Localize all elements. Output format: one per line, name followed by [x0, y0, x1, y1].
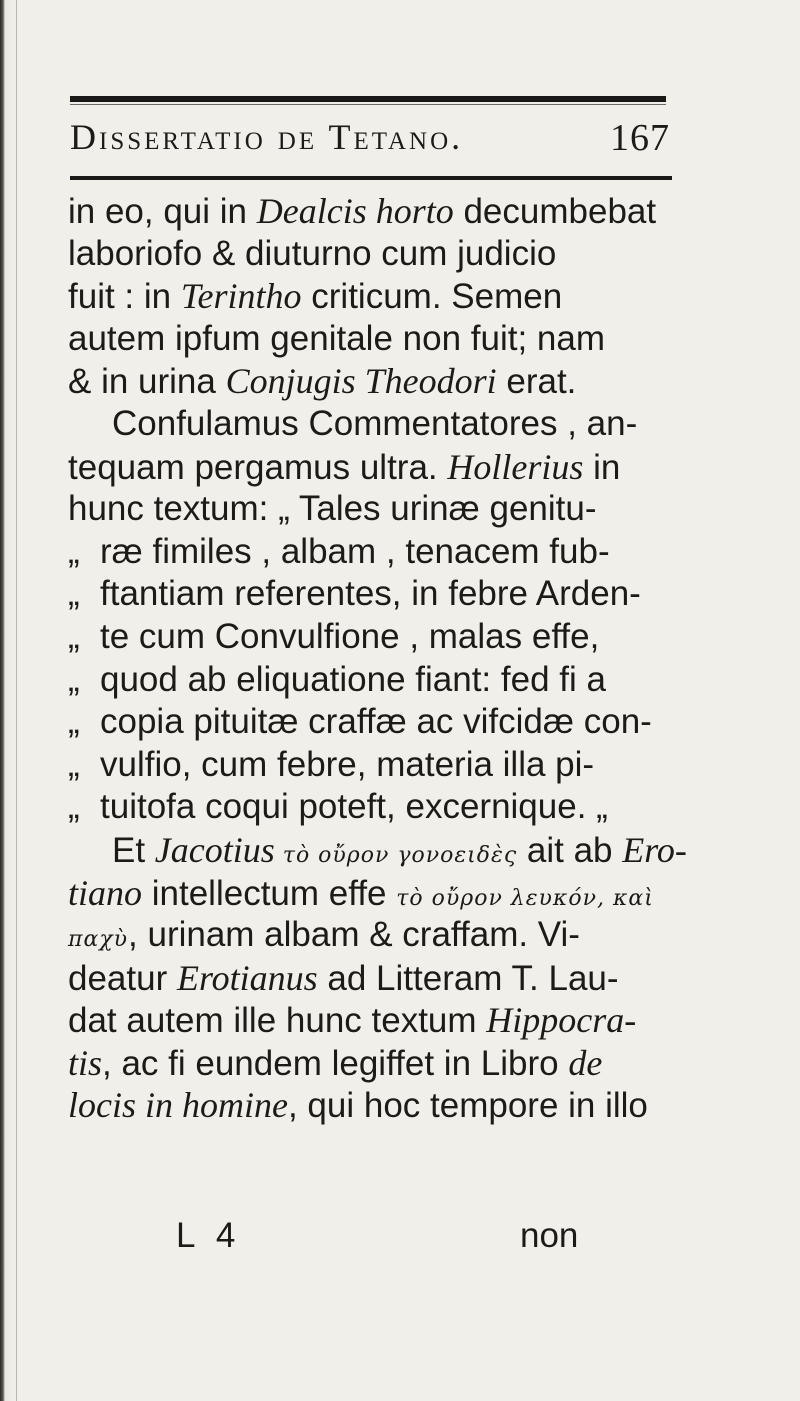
catchword: non: [520, 1216, 579, 1255]
quote-mark: „: [68, 574, 80, 614]
text-line: Confulamus Commentatores , an-: [112, 403, 638, 443]
signature-mark: L 4: [176, 1216, 242, 1255]
text-line: „ ræ fimiles , albam , tenacem fub-: [68, 531, 688, 574]
text-line: Et Jacotius τὸ οὔρον γονοειδὲς ait ab Ero-: [112, 829, 687, 870]
text-line: fuit : in Terintho criticum. Semen: [68, 276, 563, 317]
running-title: Dissertatio de Tetano.: [70, 117, 464, 157]
quote-mark: „: [68, 744, 80, 784]
text-line: „ copia pituitæ craffæ ac vifcidæ con-: [68, 701, 688, 744]
greek-phrase: τὸ οὔρον λευκόν, καὶ: [396, 885, 654, 911]
greek-phrase: παχὺ: [68, 927, 129, 953]
page-number: 167: [610, 117, 670, 159]
header-underline-rule: [70, 176, 672, 180]
text-line: „ tuitofa coqui poteft, excernique. „: [68, 786, 688, 829]
top-ornamental-rule: [70, 96, 666, 102]
text-line: laboriofo & diuturno cum judicio: [68, 233, 557, 273]
text-line: „ ftantiam referentes, in febre Arden-: [68, 573, 688, 616]
quote-mark: „: [68, 702, 80, 742]
running-head: [70, 116, 670, 166]
body-text: [68, 190, 688, 1127]
text-line: & in urina Conjugis Theodori erat.: [68, 361, 577, 402]
text-line: tiano intellectum effe τὸ οὔρον λευκόν, καὶ: [68, 872, 654, 913]
text-line: deatur Erotianus ad Litteram T. Lau-: [68, 957, 619, 998]
quote-mark: „: [68, 531, 80, 571]
text-line: in eo, qui in Dealcis horto decumbebat: [68, 191, 657, 231]
page-gutter-line: [16, 0, 17, 1401]
greek-phrase: τὸ οὔρον γονοειδὲς: [274, 842, 518, 868]
text-line: „ vulfio, cum febre, materia illa pi-: [68, 744, 688, 787]
text-line: tis, ac fi eundem legiffet in Libro de: [68, 1042, 603, 1083]
quote-mark: „: [68, 616, 80, 656]
text-line: dat autem ille hunc textum Hippocra-: [68, 1000, 637, 1041]
quote-mark: „: [68, 659, 80, 699]
quote-mark: „: [68, 787, 80, 827]
text-line: autem ipfum genitale non fuit; nam: [68, 318, 605, 358]
book-spine-shadow: [0, 0, 14, 1401]
text-line: παχὺ, urinam albam & craffam. Vi-: [68, 915, 580, 955]
text-line: hunc textum: „ Tales urinæ genitu-: [68, 489, 597, 529]
text-line: „ quod ab eliquatione fiant: fed fi a: [68, 659, 688, 702]
text-line: „ te cum Convulfione , malas effe,: [68, 616, 688, 659]
text-line: tequam pergamus ultra. Hollerius in: [68, 446, 621, 487]
top-thin-rule: [70, 104, 666, 105]
text-line: locis in homine, qui hoc tempore in illo: [68, 1085, 648, 1126]
